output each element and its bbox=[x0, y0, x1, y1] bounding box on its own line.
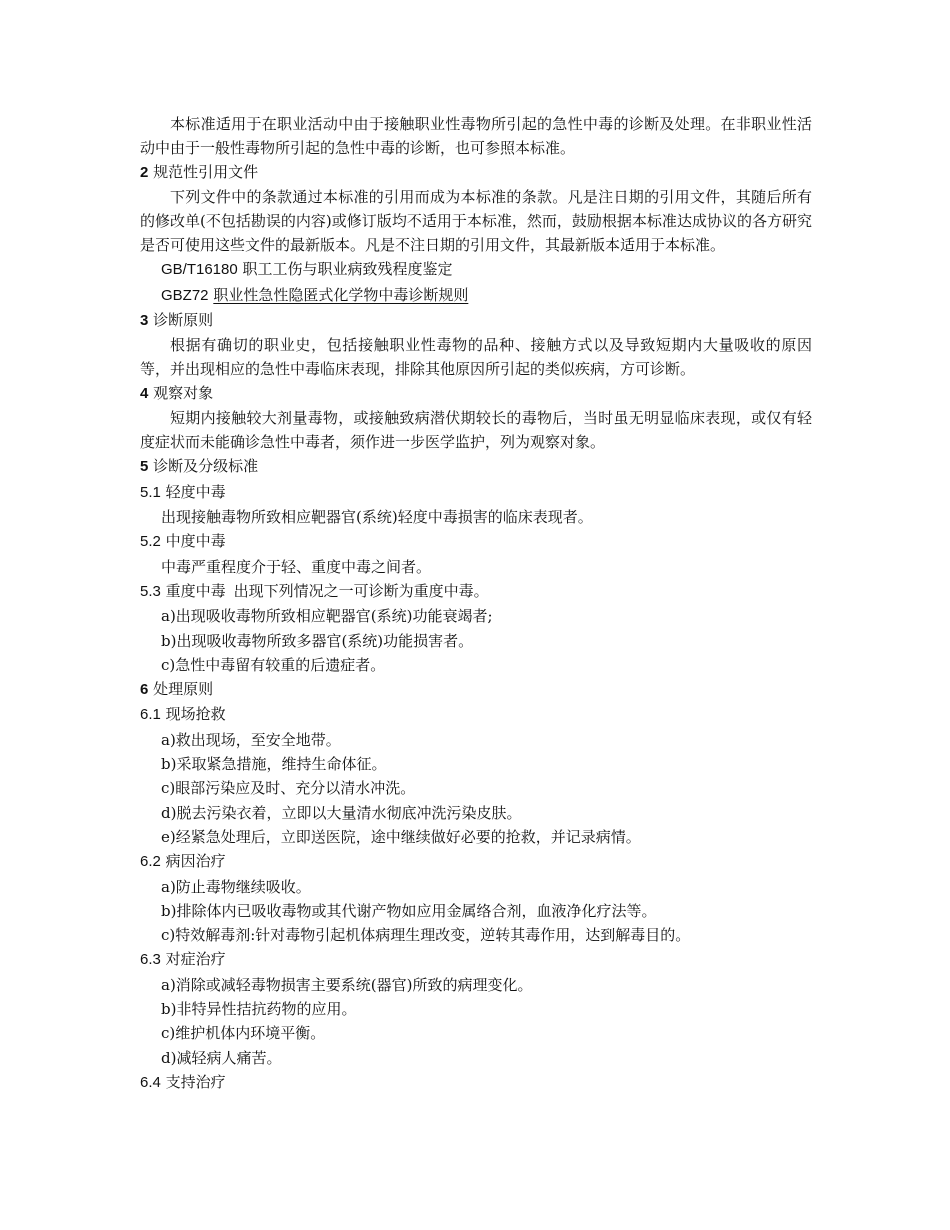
list-item: e)经紧急处理后，立即送医院，途中继续做好必要的抢救，并记录病情。 bbox=[161, 827, 641, 846]
section-title: 规范性引用文件 bbox=[153, 163, 259, 181]
section-title: 诊断及分级标准 bbox=[153, 457, 259, 476]
section-5-heading bbox=[140, 454, 812, 479]
section-3-heading bbox=[140, 308, 812, 333]
section-number: 2 bbox=[140, 164, 149, 181]
section-number: 3 bbox=[140, 311, 149, 329]
reference-code: GBZ72 bbox=[161, 286, 209, 304]
subsection-number: 5.3 bbox=[140, 582, 161, 600]
subsection-title: 对症治疗 bbox=[165, 950, 226, 969]
subsection-title: 重度中毒 bbox=[165, 581, 226, 600]
reference-title: 职工工伤与职业病致残程度鉴定 bbox=[242, 260, 453, 279]
subsection-5-2-text: 中毒严重程度介于轻、重度中毒之间者。 bbox=[161, 557, 432, 576]
reference-code: GB/T16180 bbox=[161, 261, 238, 279]
section-6-heading bbox=[140, 677, 812, 702]
list-item: b)非特异性拮抗药物的应用。 bbox=[161, 1000, 357, 1019]
section-number: 5 bbox=[140, 458, 149, 476]
reference-item bbox=[140, 257, 812, 282]
list-item: d)脱去污染衣着，立即以大量清水彻底冲洗污染皮肤。 bbox=[161, 803, 522, 822]
subsection-title: 支持治疗 bbox=[165, 1072, 226, 1091]
list-item: a)消除或减轻毒物损害主要系统(器官)所致的病理变化。 bbox=[161, 975, 533, 994]
subsection-number: 5.1 bbox=[140, 483, 161, 501]
list-item: a)出现吸收毒物所致相应靶器官(系统)功能衰竭者; bbox=[161, 607, 493, 626]
subsection-6-4-heading bbox=[140, 1070, 812, 1095]
section-title: 处理原则 bbox=[153, 680, 214, 699]
subsection-title: 现场抢救 bbox=[165, 705, 226, 724]
reference-item bbox=[140, 283, 812, 308]
subsection-title: 轻度中毒 bbox=[165, 482, 226, 501]
subsection-6-2-heading bbox=[140, 849, 812, 874]
scope-paragraph: 本标准适用于在职业活动中由于接触职业性毒物所引起的急性中毒的诊断及处理。在非职业性活动中由于一般性毒物所引起的急性中毒的诊断，也可参照本标准。 bbox=[140, 115, 812, 157]
section-title: 诊断原则 bbox=[153, 310, 214, 329]
list-item: c)特效解毒剂:针对毒物引起机体病理生理改变，逆转其毒作用，达到解毒目的。 bbox=[161, 926, 691, 945]
subsection-title: 病因治疗 bbox=[165, 852, 226, 871]
section-4-paragraph: 短期内接触较大剂量毒物，或接触致病潜伏期较长的毒物后，当时虽无明显临床表现，或仅有轻度症状而未能确诊急性中毒者，须作进一步医学监护，列为观察对象。 bbox=[140, 409, 812, 452]
subsection-lead: 出现下列情况之一可诊断为重度中毒。 bbox=[233, 581, 489, 600]
list-item: c)维护机体内环境平衡。 bbox=[161, 1024, 326, 1043]
list-item: a)防止毒物继续吸收。 bbox=[161, 877, 311, 896]
section-number: 6 bbox=[140, 681, 149, 699]
subsection-number: 6.1 bbox=[140, 706, 161, 724]
list-item: b)出现吸收毒物所致多器官(系统)功能损害者。 bbox=[161, 631, 474, 650]
list-item: c)急性中毒留有较重的后遗症者。 bbox=[161, 655, 386, 674]
list-item: c)眼部污染应及时、充分以清水冲洗。 bbox=[161, 779, 416, 798]
section-number: 4 bbox=[140, 385, 149, 403]
section-2-heading bbox=[140, 160, 812, 185]
subsection-number: 6.4 bbox=[140, 1073, 161, 1091]
subsection-5-2-heading bbox=[140, 529, 812, 554]
list-item: b)采取紧急措施，维持生命体征。 bbox=[161, 755, 387, 774]
document-body bbox=[140, 112, 812, 1095]
section-4-heading bbox=[140, 381, 812, 406]
subsection-number: 5.2 bbox=[140, 533, 161, 551]
list-item: b)排除体内已吸收毒物或其代谢产物如应用金属络合剂，血液净化疗法等。 bbox=[161, 901, 657, 920]
reference-title-link[interactable]: 职业性急性隐匿式化学物中毒诊断规则 bbox=[213, 285, 469, 304]
section-title: 观察对象 bbox=[153, 384, 214, 403]
subsection-5-3-heading bbox=[140, 579, 812, 604]
section-2-paragraph: 下列文件中的条款通过本标准的引用而成为本标准的条款。凡是注日期的引用文件，其随后所有的修改单(不包括勘误的内容)或修订版均不适用于本标准，然而，鼓励根据本标准达成协议的各方研究是否可使用这些文件的最新版本。凡是不注日期的引用文件，其最新版本适用于本标准。 bbox=[140, 188, 812, 255]
subsection-number: 6.3 bbox=[140, 951, 161, 969]
subsection-number: 6.2 bbox=[140, 853, 161, 871]
subsection-5-1-text: 出现接触毒物所致相应靶器官(系统)轻度中毒损害的临床表现者。 bbox=[161, 508, 593, 527]
list-item: d)减轻病人痛苦。 bbox=[161, 1048, 282, 1067]
subsection-6-1-heading bbox=[140, 702, 812, 727]
list-item: a)救出现场，至安全地带。 bbox=[161, 730, 341, 749]
subsection-6-3-heading bbox=[140, 947, 812, 972]
subsection-title: 中度中毒 bbox=[165, 532, 226, 551]
section-3-paragraph: 根据有确切的职业史，包括接触职业性毒物的品种、接触方式以及导致短期内大量吸收的原因等，并出现相应的急性中毒临床表现，排除其他原因所引起的类似疾病，方可诊断。 bbox=[140, 336, 812, 379]
subsection-5-1-heading bbox=[140, 480, 812, 505]
